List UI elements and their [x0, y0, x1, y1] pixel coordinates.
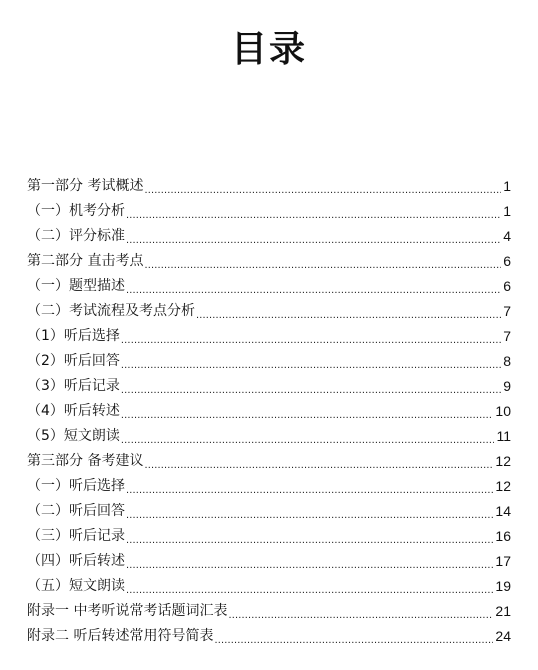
- dot-leader: [144, 249, 501, 274]
- toc-entry[interactable]: [27, 299, 511, 324]
- toc-entry-page: 14: [495, 503, 511, 519]
- dot-leader: [126, 549, 493, 574]
- dot-leader: [196, 299, 501, 324]
- dot-leader: [214, 624, 493, 649]
- toc-entry-label: （5）短文朗读: [27, 428, 120, 444]
- toc-entry-page: 17: [495, 553, 511, 569]
- toc-entry-label: （2）听后回答: [27, 353, 120, 369]
- toc-entry-label: 第三部分 备考建议: [27, 453, 144, 469]
- dot-leader: [126, 274, 501, 299]
- toc-entry[interactable]: [27, 349, 511, 374]
- dot-leader: [121, 399, 494, 424]
- toc-entry[interactable]: [27, 174, 511, 199]
- dot-leader: [126, 524, 493, 549]
- toc-entry-label: （二）评分标准: [27, 228, 125, 244]
- toc-entry-label: （二）听后回答: [27, 503, 125, 519]
- toc-entry-label: （4）听后转述: [27, 403, 120, 419]
- table-of-contents: [27, 174, 511, 649]
- toc-entry[interactable]: [27, 499, 511, 524]
- toc-entry-label: （四）听后转述: [27, 553, 125, 569]
- toc-entry-page: 8: [503, 353, 511, 369]
- toc-entry[interactable]: [27, 424, 511, 449]
- toc-entry-page: 4: [503, 228, 511, 244]
- dot-leader: [144, 449, 493, 474]
- toc-entry[interactable]: [27, 374, 511, 399]
- toc-entry[interactable]: [27, 574, 511, 599]
- toc-entry-page: 11: [496, 428, 511, 444]
- dot-leader: [126, 574, 493, 599]
- toc-entry-label: 附录一 中考听说常考话题词汇表: [27, 603, 228, 619]
- toc-entry-page: 7: [503, 328, 511, 344]
- toc-entry-page: 6: [503, 278, 511, 294]
- toc-entry[interactable]: [27, 274, 511, 299]
- toc-entry-page: 19: [495, 578, 511, 594]
- dot-leader: [126, 199, 501, 224]
- toc-entry[interactable]: [27, 624, 511, 649]
- toc-entry-label: （3）听后记录: [27, 378, 120, 394]
- toc-entry-label: 附录二 听后转述常用符号简表: [27, 628, 214, 644]
- toc-entry-label: （一）听后选择: [27, 478, 125, 494]
- toc-entry-page: 1: [503, 178, 511, 194]
- toc-entry[interactable]: [27, 224, 511, 249]
- toc-entry-page: 16: [495, 528, 511, 544]
- page-title: 目录: [230, 29, 307, 70]
- dot-leader: [126, 474, 493, 499]
- toc-entry-page: 21: [495, 603, 511, 619]
- dot-leader: [121, 349, 501, 374]
- toc-entry[interactable]: [27, 324, 511, 349]
- toc-entry-page: 10: [495, 403, 511, 419]
- toc-entry-page: 24: [495, 628, 511, 644]
- dot-leader: [121, 324, 501, 349]
- toc-entry-page: 7: [503, 303, 511, 319]
- toc-entry-page: 12: [495, 453, 511, 469]
- toc-entry-page: 1: [503, 203, 511, 219]
- dot-leader: [121, 424, 495, 449]
- toc-entry[interactable]: [27, 549, 511, 574]
- toc-entry-label: （二）考试流程及考点分析: [27, 303, 195, 319]
- toc-entry-page: 9: [503, 378, 511, 394]
- toc-entry-label: （一）题型描述: [27, 278, 125, 294]
- dot-leader: [121, 374, 501, 399]
- dot-leader: [126, 499, 493, 524]
- toc-entry[interactable]: [27, 249, 511, 274]
- dot-leader: [228, 599, 493, 624]
- toc-entry-label: （三）听后记录: [27, 528, 125, 544]
- toc-entry[interactable]: [27, 199, 511, 224]
- toc-entry[interactable]: [27, 524, 511, 549]
- toc-entry[interactable]: [27, 399, 511, 424]
- toc-entry[interactable]: [27, 449, 511, 474]
- toc-entry-label: （五）短文朗读: [27, 578, 125, 594]
- toc-entry-label: 第二部分 直击考点: [27, 253, 144, 269]
- toc-entry-label: （1）听后选择: [27, 328, 120, 344]
- toc-entry-page: 12: [495, 478, 511, 494]
- dot-leader: [126, 224, 501, 249]
- toc-entry-label: （一）机考分析: [27, 203, 125, 219]
- toc-entry[interactable]: [27, 599, 511, 624]
- toc-entry-page: 6: [503, 253, 511, 269]
- dot-leader: [144, 174, 501, 199]
- toc-entry[interactable]: [27, 474, 511, 499]
- toc-entry-label: 第一部分 考试概述: [27, 178, 144, 194]
